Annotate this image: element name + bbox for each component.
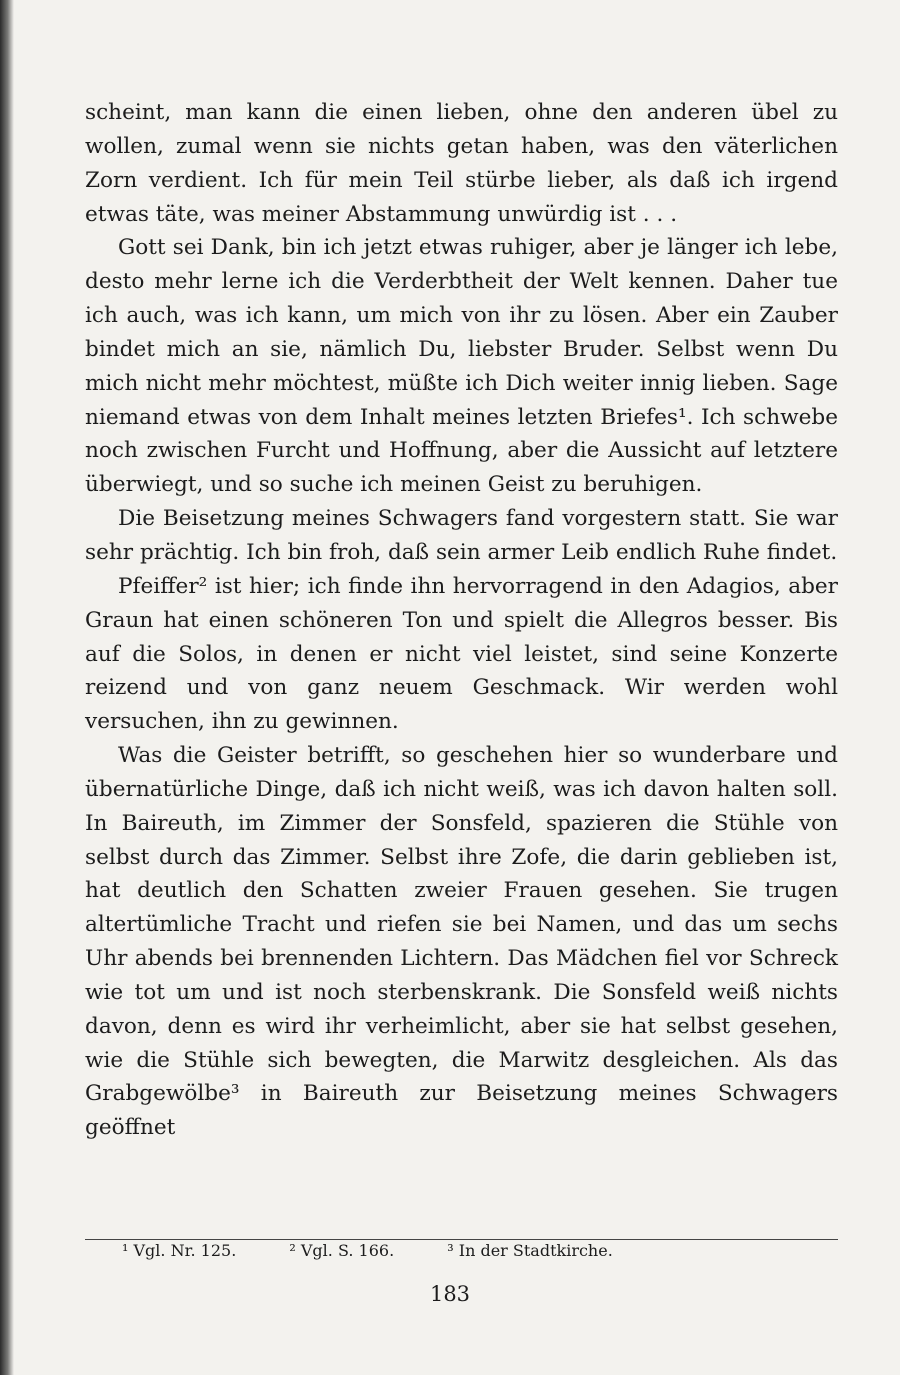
paragraph-4: Pfeiffer² ist hier; ich finde ihn hervorragend in den Adagios, aber Graun hat einen schöneren Ton und spielt die Allegros besser. Bis auf die Solos, in denen er nicht viel leistet, sind seine Konzerte reizend und von ganz neuem Geschmack. Wir werden wohl versuchen, ihn zu gewinnen. [85,573,838,735]
footnote-2: ² Vgl. S. 166. [289,1241,395,1260]
body-text [85,96,838,1145]
footnote-1: ¹ Vgl. Nr. 125. [122,1241,237,1260]
paragraph-1: scheint, man kann die einen lieben, ohne den anderen übel zu wollen, zumal wenn sie nichts getan haben, was den väterlichen Zorn verdient. Ich für mein Teil stürbe lieber, als daß ich irgend etwas täte, was meiner Abstammung unwürdig ist . . . [85,100,838,227]
paragraph-3: Die Beisetzung meines Schwagers fand vorgestern statt. Sie war sehr prächtig. Ich bin froh, daß sein armer Leib endlich Ruhe findet. [85,506,838,565]
footnotes [122,1237,838,1265]
paragraph-5: Was die Geister betrifft, so geschehen hier so wunderbare und übernatürliche Dinge, daß ich nicht weiß, was ich davon halten soll. In Baireuth, im Zimmer der Sonsfeld, spazieren die Stühle von selbst durch das Zimmer. Selbst ihre Zofe, die darin geblieben ist, hat deutlich den Schatten zweier Frauen gesehen. Sie trugen altertümliche Tracht und riefen sie bei Namen, und das um sechs Uhr abends bei brennenden Lichtern. Das Mädchen fiel vor Schreck wie tot um und ist noch sterbenskrank. Die Sonsfeld weiß nichts davon, denn es wird ihr verheimlicht, aber sie hat selbst gesehen, wie die Stühle sich bewegten, die Marwitz desgleichen. Als das Grabgewölbe³ in Baireuth zur Beisetzung meines Schwagers geöffnet [85,743,838,1141]
footnote-3: ³ In der Stadtkirche. [447,1241,613,1260]
page-edge-shadow [0,0,14,1375]
page-number: 183 [429,1282,471,1306]
paragraph-2: Gott sei Dank, bin ich jetzt etwas ruhiger, aber je länger ich lebe, desto mehr lerne ich die Verderbtheit der Welt kennen. Daher tue ich auch, was ich kann, um mich von ihr zu lösen. Aber ein Zauber bindet mich an sie, nämlich Du, liebster Bruder. Selbst wenn Du mich nicht mehr möchtest, müßte ich Dich weiter innig lieben. Sage niemand etwas von dem Inhalt meines letzten Briefes¹. Ich schwebe noch zwischen Furcht und Hoffnung, aber die Aussicht auf letztere überwiegt, und so suche ich meinen Geist zu beruhigen. [85,235,838,498]
